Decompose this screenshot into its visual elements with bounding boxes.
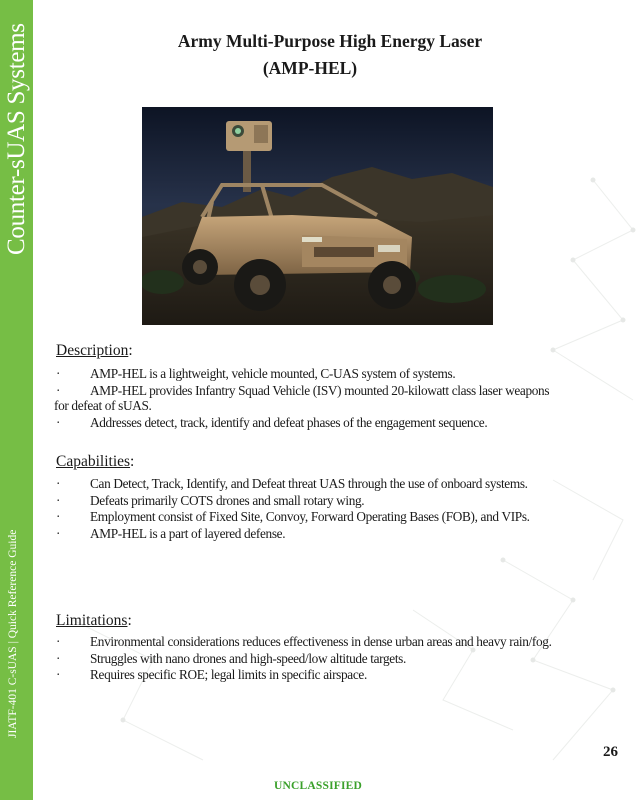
list-item: · AMP-HEL provides Infantry Squad Vehicle (ISV) mounted 20-kilowatt class laser weapons for defeat of sUAS.	[54, 382, 550, 413]
limitations-heading: Limitations:	[56, 612, 132, 629]
list-item: · Struggles with nano drones and high-speed/low altitude targets.	[56, 650, 406, 666]
document-title: Army Multi-Purpose High Energy Laser	[177, 31, 483, 51]
list-item: · Environmental considerations reduces effectiveness in dense urban areas and heavy rain/fog.	[56, 634, 552, 649]
classification-marking: UNCLASSIFIED	[274, 780, 363, 792]
description-heading: Description:	[56, 342, 133, 359]
sidebar-title: Counter-sUAS Systems	[3, 23, 30, 255]
list-item: · Addresses detect, track, identify and defeat phases of the engagement sequence.	[56, 414, 488, 430]
document-subtitle: (AMP-HEL)	[262, 58, 358, 78]
capabilities-list	[54, 476, 564, 541]
capabilities-heading: Capabilities:	[56, 453, 135, 470]
sidebar	[0, 0, 33, 800]
list-item: · AMP-HEL is a lightweight, vehicle mounted, C-UAS system of systems.	[56, 366, 456, 381]
list-item: · Requires specific ROE; legal limits in specific airspace.	[56, 667, 367, 682]
sidebar-subtitle: JIATF-401 C-sUAS | Quick Reference Guide	[7, 529, 19, 738]
list-item: · Employment consist of Fixed Site, Convoy, Forward Operating Bases (FOB), and VIPs.	[56, 509, 530, 524]
limitations-list	[54, 634, 564, 683]
military-vehicle-photo	[142, 107, 493, 325]
page-number: 26	[603, 744, 618, 760]
list-item: · Defeats primarily COTS drones and small rotary wing.	[56, 492, 365, 508]
list-item: · Can Detect, Track, Identify, and Defeat threat UAS through the use of onboard systems.	[56, 476, 528, 491]
vehicle-photo	[142, 107, 493, 325]
description-list	[54, 366, 564, 430]
list-item: · AMP-HEL is a part of layered defense.	[56, 525, 286, 541]
